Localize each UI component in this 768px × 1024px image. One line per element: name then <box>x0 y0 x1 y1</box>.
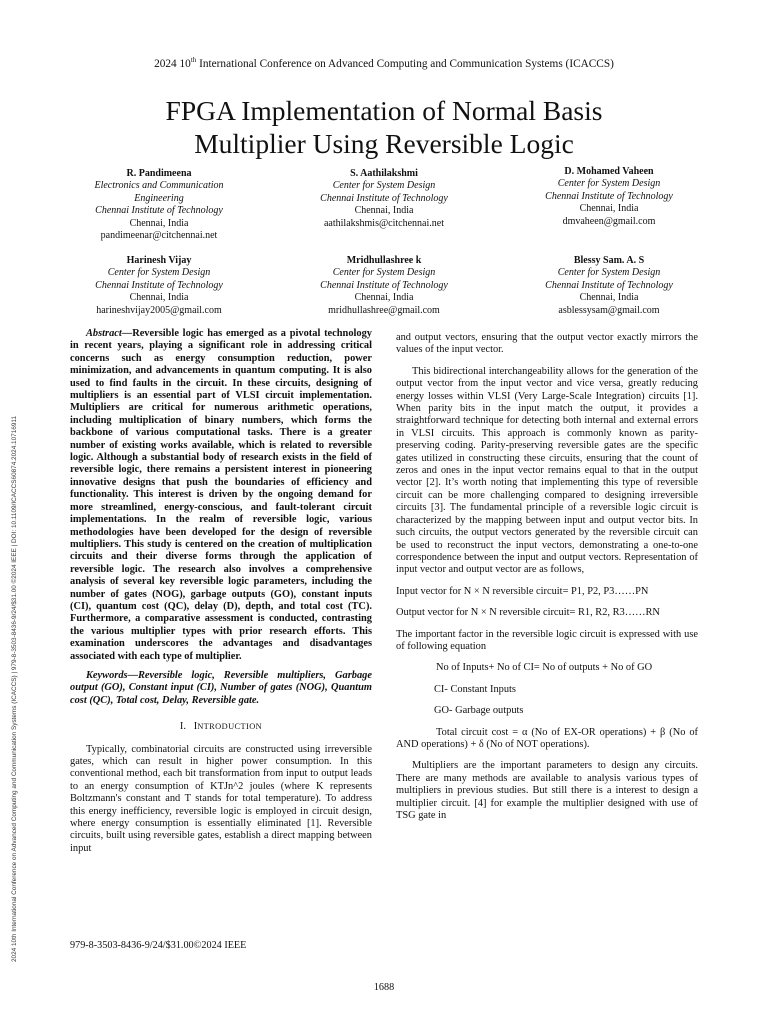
definition-go: GO- Garbage outputs <box>434 705 524 717</box>
author-email: aathilakshmis@citchennai.net <box>323 217 444 229</box>
copyright-line: 979-8-3503-8436-9/24/$31.00©2024 IEEE <box>70 940 247 951</box>
paragraph-multipliers: Multipliers are the important parameters to design any circuits. There are many methods are available to analysis various types of multipliers in previous studies. But still there is a interest to design a multiplier circuit. [4] for example the multiplier designed with use of TSG gate in <box>396 760 698 821</box>
author-affiliation: Center for System Design <box>332 267 436 279</box>
author-email: asblessysam@gmail.com <box>558 304 660 316</box>
author-block-4 <box>44 255 274 317</box>
right-column <box>396 332 698 822</box>
conference-sup: th <box>190 56 197 64</box>
conference-suffix: International Conference on Advanced Computing and Communication Systems (ICACCS) <box>196 57 614 70</box>
abstract-label: Abstract— <box>86 328 133 339</box>
author-block-6 <box>494 255 724 317</box>
author-city: Chennai, India <box>129 292 189 304</box>
page-number: 1688 <box>373 982 395 993</box>
section-title-rest: NTRODUCTION <box>197 722 263 732</box>
output-vector-line: Output vector for N × N reversible circuit= R1, R2, R3……RN <box>396 607 660 619</box>
section-number: I. <box>179 721 186 733</box>
author-email: dmvaheen@gmail.com <box>562 215 656 227</box>
paragraph-interchangeability: This bidirectional interchangeability allows for the generation of the output vector from the input vector and vice versa, greatly reducing energy losses within VLSI (Very Large-Scale Integration) circuits [1]. When parity bits in the input match the output, it provides a straightforward technique for detecting both internal and external errors in VLSI circuits. This approach is commonly known as parity-preserving coding. Parity-preserving reversible gates are the specific gates utilized in constructing these circuits, ensuring that the count of zeros and ones in the input vector remains equal to that in the output vector [2]. It’s worth noting that implementing this type of reversible circuit can be more challenging compared to designing irreversible circuits [3]. The fundamental principle of a reversible logic circuit is characterized by the mapping between input and output vector bits. In such circuits, the output vectors generated by the reversible circuit can be used to reconstruct the input vectors, demonstrating a one-to-one correspondence between the input and output vectors. Representation of input vector and output vector are as follows, <box>396 365 698 576</box>
title-line-2: Multiplier Using Reversible Logic <box>194 128 574 159</box>
author-block-1 <box>44 168 274 242</box>
author-city: Chennai, India <box>129 217 189 229</box>
intro-paragraph: Typically, combinatorial circuits are constructed using irreversible gates, which can result in higher power consumption. In this conventional method, each bit transformation from input to output leads to an energy consumption of KTJn^2 joules (where K represents Boltzmann's constant and T stands for total temperature). To address this energy inefficiency, reversible logic is employed in circuit design, where energy consumption is essentially eliminated [1]. Reversible circuits, built using reversible gates, establish a direct mapping between input <box>70 743 372 854</box>
paragraph-continued: and output vectors, ensuring that the output vector exactly mirrors the values of the input vector. <box>396 332 698 356</box>
abstract <box>70 328 372 663</box>
author-block-2 <box>269 168 499 230</box>
author-name: S. Aathilakshmi <box>350 168 418 179</box>
paragraph-important-factor: The important factor in the reversible logic circuit is expressed with use of following equation <box>396 628 698 652</box>
author-city: Chennai, India <box>579 203 639 215</box>
author-affiliation: Center for System Design <box>332 180 436 192</box>
author-affiliation: Chennai Institute of Technology <box>545 279 673 291</box>
section-initial: I <box>193 721 198 733</box>
conference-prefix: 2024 10 <box>154 57 191 70</box>
author-affiliation: Engineering <box>134 192 184 204</box>
sidebar-citation: 2024 10th International Conference on Advanced Computing and Communication Systems (ICACCS) | 979-8-3503-8436-9/24/$31.00 ©2024 IEEE | DOI: 10.1109/ICACCS60874.2024.10716911 <box>11 415 18 962</box>
author-block-3 <box>494 166 724 228</box>
author-email: harineshvijay2005@gmail.com <box>96 304 222 316</box>
author-name: D. Mohamed Vaheen <box>564 166 654 177</box>
author-email: pandimeenar@citchennai.net <box>100 230 218 242</box>
definition-ci: CI- Constant Inputs <box>434 683 516 695</box>
author-affiliation: Center for System Design <box>557 178 661 190</box>
section-heading-introduction <box>70 721 372 733</box>
author-email: mridhullashree@gmail.com <box>328 304 440 316</box>
author-block-5 <box>269 255 499 317</box>
author-city: Chennai, India <box>354 292 414 304</box>
conference-header <box>0 56 768 70</box>
keywords <box>70 670 372 707</box>
author-affiliation: Electronics and Communication <box>94 180 224 192</box>
author-city: Chennai, India <box>354 205 414 217</box>
author-name: Mridhullashree k <box>346 255 422 266</box>
author-name: Blessy Sam. A. S <box>573 255 645 266</box>
equation-total-cost: Total circuit cost = α (No of EX-OR operations) + β (No of AND operations) + δ (No of NOT operations). <box>396 726 698 750</box>
author-affiliation: Chennai Institute of Technology <box>320 192 448 204</box>
author-affiliation: Center for System Design <box>557 267 661 279</box>
paper-title <box>0 94 768 160</box>
abstract-text: Reversible logic has emerged as a pivotal technology in recent years, playing a significant role in addressing critical concerns such as energy consumption reduction, power minimization, and advancements in quantum computing. It is also used to find faults in the circuit. In these circuits, designing of multipliers is an essential part of VLSI circuit implementation. Multipliers are critical for numerous arithmetic operations, including multiplication of binary numbers, which forms the backbone of various computational tasks. There is a greater number of existing works available, which is related to reversible logic. Although a substantial body of research exists in the field of reversible logic, there remains a persistent interest in pioneering innovative designs that push the boundaries of efficiency and functionality. This interest is driven by the ongoing demand for more streamlined, energy-conscious, and fault-tolerant circuit implementations. In the realm of reversible logic, various methodologies have been developed for the design of reversible multipliers. This study is centered on the creation of multiplication circuits and their diverse forms through the application of reversible logic. The research also involves a comprehensive analysis of several key reversible logic parameters, including the number of gates (NOG), garbage outputs (GO), constant inputs (CI), quantum cost (QC), delay (D), depth, and total cost (TC). Furthermore, a comparative assessment is conducted, contrasting the various multiplier types with prior research efforts. This examination underscores the advantages and disadvantages associated with each type of multiplier. <box>70 328 372 662</box>
title-line-1: FPGA Implementation of Normal Basis <box>165 95 603 126</box>
keywords-label: Keywords— <box>86 669 138 681</box>
equation-inputs-outputs: No of Inputs+ No of CI= No of outputs + No of GO <box>436 662 653 674</box>
author-affiliation: Center for System Design <box>107 267 211 279</box>
keywords-text: Reversible logic, Reversible multipliers, Garbage output (GO), Constant input (CI), Number of gates (NOG), Quantum cost (QC), Total cost, Delay, Reversible gate. <box>70 669 372 706</box>
author-name: Harinesh Vijay <box>126 255 192 266</box>
author-affiliation: Chennai Institute of Technology <box>95 279 223 291</box>
author-city: Chennai, India <box>579 292 639 304</box>
left-column <box>70 328 372 855</box>
input-vector-line: Input vector for N × N reversible circuit= P1, P2, P3……PN <box>396 585 649 597</box>
author-name: R. Pandimeena <box>126 168 192 179</box>
author-affiliation: Chennai Institute of Technology <box>545 190 673 202</box>
author-affiliation: Chennai Institute of Technology <box>95 205 223 217</box>
author-affiliation: Chennai Institute of Technology <box>320 279 448 291</box>
